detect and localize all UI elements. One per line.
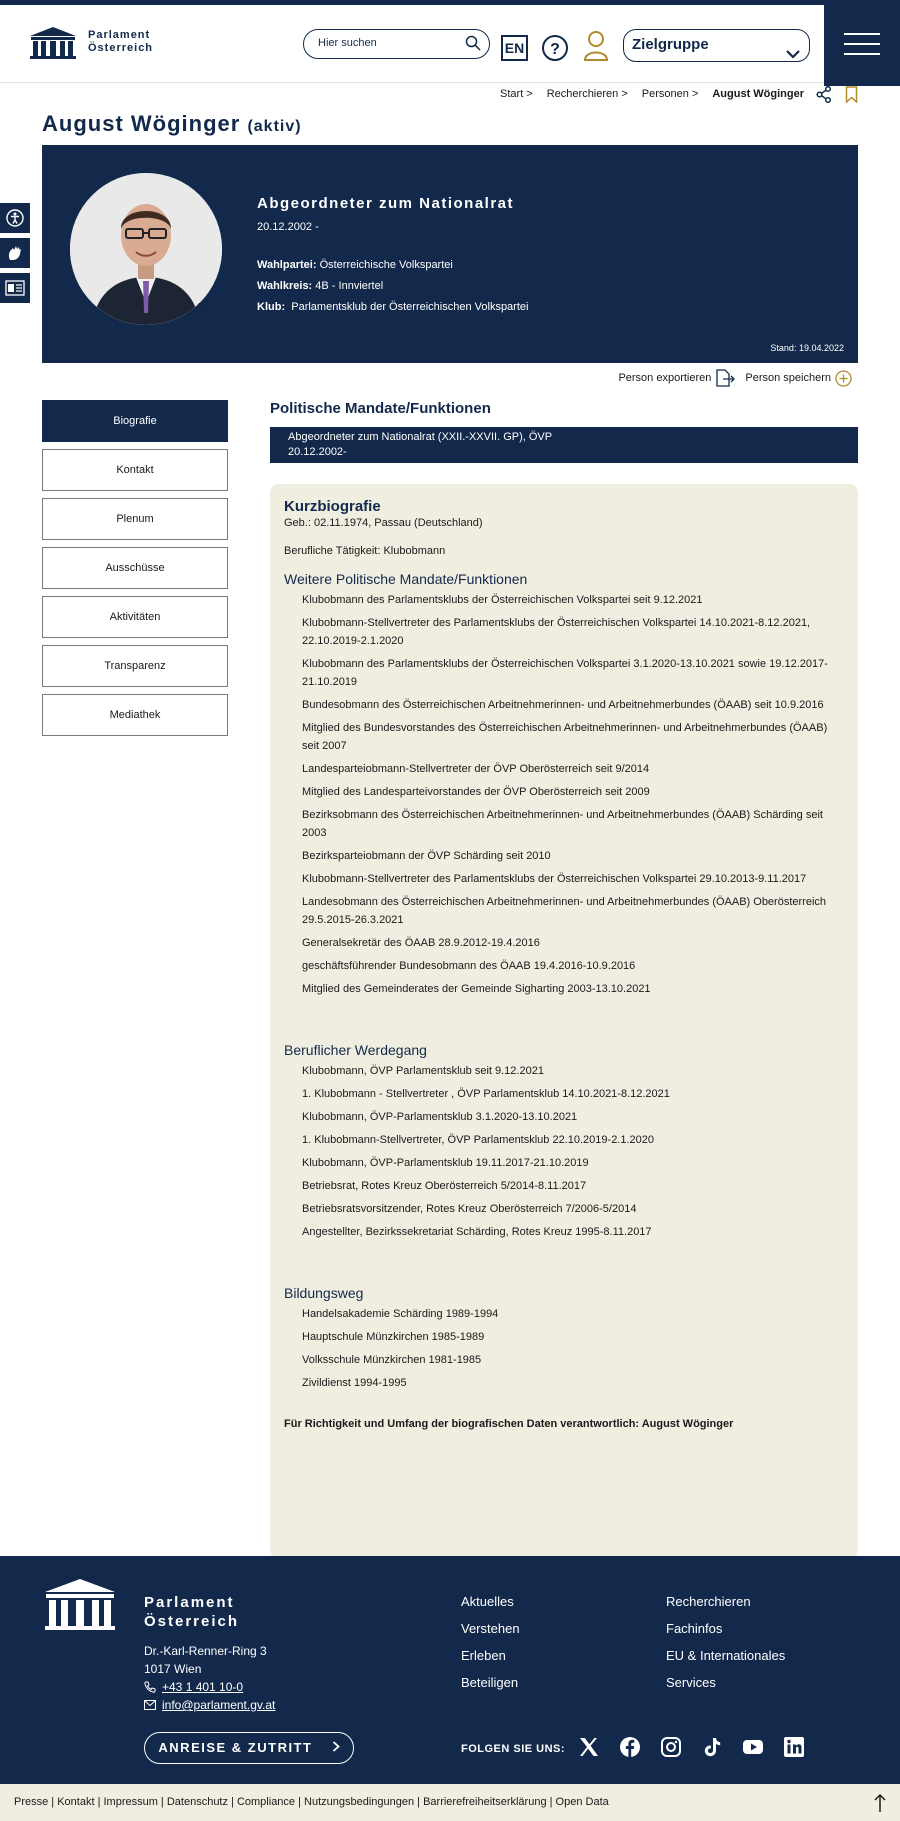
klub-label: Klub: xyxy=(257,301,286,313)
list-item: Bezirksobmann des Österreichischen Arbeitnehmerinnen- und Arbeitnehmerbundes (ÖAAB) Schärding seit 2003 xyxy=(302,809,823,839)
list-item: Klubobmann, ÖVP Parlamentsklub seit 9.12.2021 xyxy=(302,1065,544,1077)
bio-title: Kurzbiografie xyxy=(284,498,381,515)
accessibility-icon[interactable] xyxy=(0,203,30,233)
person-since: 20.12.2002 - xyxy=(257,221,319,233)
person-status: (aktiv) xyxy=(247,118,302,135)
breadcrumb-personen[interactable]: Personen > xyxy=(641,88,699,100)
person-banner xyxy=(42,145,858,363)
list-item: Bezirksparteiobmann der ÖVP Schärding seit 2010 xyxy=(302,850,551,862)
follow-us-label: FOLGEN SIE UNS: xyxy=(461,1743,566,1755)
spacer xyxy=(284,1246,844,1271)
phone-icon xyxy=(144,1681,156,1693)
save-person-button[interactable] xyxy=(745,370,852,387)
menu-button[interactable] xyxy=(824,5,900,86)
wahlkreis-value: 4B - Innviertel xyxy=(315,280,384,292)
wahlkreis-label: Wahlkreis: xyxy=(257,280,313,292)
breadcrumb-current: August Wöginger xyxy=(712,88,804,100)
education-title: Bildungsweg xyxy=(284,1285,364,1301)
sign-language-icon[interactable] xyxy=(0,238,30,268)
legal-links-bar xyxy=(0,1784,900,1821)
person-section-nav xyxy=(42,400,228,743)
address-city: 1017 Wien xyxy=(144,1662,202,1676)
mandates-title: Politische Mandate/Funktionen xyxy=(270,400,491,417)
footer-nav-col-2 xyxy=(666,1588,785,1696)
list-item: Angestellter, Bezirkssekretariat Schärding, Rotes Kreuz 1995-8.11.2017 xyxy=(302,1226,652,1238)
accessibility-toolbar xyxy=(0,203,30,308)
target-group-select[interactable] xyxy=(623,29,810,62)
chevron-down-icon xyxy=(786,40,800,70)
anreise-button[interactable] xyxy=(144,1732,354,1764)
breadcrumb-recherchieren[interactable]: Recherchieren > xyxy=(546,88,628,100)
scroll-to-top-icon[interactable] xyxy=(873,1793,887,1816)
hamburger-icon-line xyxy=(844,43,880,45)
search-box[interactable] xyxy=(303,29,490,59)
tab-biografie[interactable]: Biografie xyxy=(42,400,228,442)
parliament-logo[interactable] xyxy=(28,25,153,59)
footer-link-eu-internationales[interactable]: EU & Internationales xyxy=(666,1648,786,1663)
svg-text:?: ? xyxy=(550,41,560,58)
export-icon xyxy=(715,369,735,387)
tab-plenum[interactable]: Plenum xyxy=(42,498,228,540)
mail-icon xyxy=(144,1700,156,1710)
list-item: Generalsekretär des ÖAAB 28.9.2012-19.4.2016 xyxy=(302,937,540,949)
list-item: Handelsakademie Schärding 1989-1994 xyxy=(302,1308,499,1320)
footer-link-aktuelles[interactable]: Aktuelles xyxy=(461,1594,514,1609)
tab-transparenz[interactable]: Transparenz xyxy=(42,645,228,687)
target-group-label: Zielgruppe xyxy=(632,36,709,53)
mandate-line-2: 20.12.2002- xyxy=(288,446,347,458)
list-item: Betriebsratsvorsitzender, Rotes Kreuz Oberösterreich 7/2006-5/2014 xyxy=(302,1203,637,1215)
list-item: Klubobmann-Stellvertreter des Parlamentsklubs der Österreichischen Volkspartei 14.10.2021-8.12.2021, 22.10.2019-2.1.2020 xyxy=(302,617,811,647)
logo-line-1: Parlament xyxy=(88,29,151,41)
list-item: 1. Klubobmann - Stellvertreter , ÖVP Parlamentsklub 14.10.2021-8.12.2021 xyxy=(302,1088,670,1100)
tab-kontakt[interactable]: Kontakt xyxy=(42,449,228,491)
easy-language-icon[interactable] xyxy=(0,273,30,303)
tab-mediathek[interactable]: Mediathek xyxy=(42,694,228,736)
youtube-icon[interactable] xyxy=(742,1736,764,1758)
breadcrumb xyxy=(500,88,804,100)
footer-link-verstehen[interactable]: Verstehen xyxy=(461,1621,520,1636)
footer-link-fachinfos[interactable]: Fachinfos xyxy=(666,1621,723,1636)
list-item: Bundesobmann des Österreichischen Arbeitnehmerinnen- und Arbeitnehmerbundes (ÖAAB) seit 10.9.2016 xyxy=(302,699,824,711)
phone-link[interactable] xyxy=(144,1678,275,1696)
birth-info: Geb.: 02.11.1974, Passau (Deutschland) xyxy=(284,517,483,529)
footer-link-services[interactable]: Services xyxy=(666,1675,716,1690)
email-link[interactable] xyxy=(144,1696,275,1714)
footer-name-line-1: Parlament xyxy=(144,1594,235,1611)
further-mandates-list xyxy=(284,591,844,998)
add-circle-icon xyxy=(835,370,852,387)
short-biography-box xyxy=(270,484,858,1559)
legal-links[interactable]: Presse | Kontakt | Impressum | Datenschutz | Compliance | Nutzungsbedingungen | Barrierefreiheitserklärung | Open Data xyxy=(14,1796,609,1808)
anreise-label: ANREISE & ZUTRITT xyxy=(158,1740,313,1755)
parliament-building-icon xyxy=(28,25,78,59)
person-facts xyxy=(257,255,528,318)
list-item: Landesparteiobmann-Stellvertreter der ÖVP Oberösterreich seit 9/2014 xyxy=(302,763,650,775)
language-switch-button[interactable]: EN xyxy=(501,35,528,61)
spacer xyxy=(284,1003,844,1028)
help-icon[interactable] xyxy=(541,34,569,67)
x-twitter-icon[interactable] xyxy=(578,1736,600,1758)
list-item: Hauptschule Münzkirchen 1985-1989 xyxy=(302,1331,485,1343)
further-mandates-title: Weitere Politische Mandate/Funktionen xyxy=(284,571,528,587)
list-item: Klubobmann des Parlamentsklubs der Österreichischen Volkspartei seit 9.12.2021 xyxy=(302,594,703,606)
footer-parliament-logo[interactable] xyxy=(42,1576,118,1637)
list-item: Klubobmann, ÖVP-Parlamentsklub 19.11.2017-21.10.2019 xyxy=(302,1157,589,1169)
save-label: Person speichern xyxy=(745,372,831,384)
share-icon[interactable] xyxy=(816,86,832,108)
responsibility-note: Für Richtigkeit und Umfang der biografischen Daten verantwortlich: August Wöginger xyxy=(284,1418,734,1430)
klub-value: Parlamentsklub der Österreichischen Volkspartei xyxy=(291,301,529,313)
occupation-info: Berufliche Tätigkeit: Klubobmann xyxy=(284,545,446,557)
list-item: Mitglied des Gemeinderates der Gemeinde Sigharting 2003-13.10.2021 xyxy=(302,983,651,995)
user-account-icon[interactable] xyxy=(583,30,609,67)
footer-name-line-2: Österreich xyxy=(144,1613,240,1630)
tiktok-icon[interactable] xyxy=(701,1736,723,1758)
facebook-icon[interactable] xyxy=(619,1736,641,1758)
list-item: Zivildienst 1994-1995 xyxy=(302,1377,407,1389)
list-item: Betriebsrat, Rotes Kreuz Oberösterreich 5/2014-8.11.2017 xyxy=(302,1180,587,1192)
email-address: info@parlament.gv.at xyxy=(162,1698,276,1712)
wahlpartei-value: Österreichische Volkspartei xyxy=(319,259,453,271)
list-item: Klubobmann, ÖVP-Parlamentsklub 3.1.2020-13.10.2021 xyxy=(302,1111,578,1123)
logo-line-2: Österreich xyxy=(88,42,154,54)
tab-aktivitaeten[interactable]: Aktivitäten xyxy=(42,596,228,638)
footer-nav-col-1 xyxy=(461,1588,520,1696)
hamburger-icon-line xyxy=(844,53,880,55)
search-input[interactable] xyxy=(318,37,458,49)
list-item: Landesobmann des Österreichischen Arbeitnehmerinnen- und Arbeitnehmerbundes (ÖAAB) Oberösterreich 29.5.2015-26.3.2021 xyxy=(302,896,827,926)
list-item: Klubobmann des Parlamentsklubs der Österreichischen Volkspartei 3.1.2020-13.10.2021 sowie 19.12.2017-21.10.2019 xyxy=(302,658,828,688)
linkedin-icon[interactable] xyxy=(783,1736,805,1758)
mandate-entry xyxy=(270,427,858,463)
list-item: 1. Klubobmann-Stellvertreter, ÖVP Parlamentsklub 22.10.2019-2.1.2020 xyxy=(302,1134,655,1146)
social-links xyxy=(578,1736,805,1758)
footer-link-recherchieren[interactable]: Recherchieren xyxy=(666,1594,751,1609)
footer-link-beteiligen[interactable]: Beteiligen xyxy=(461,1675,519,1690)
chevron-right-icon xyxy=(332,1741,340,1752)
career-list xyxy=(284,1062,844,1241)
export-person-button[interactable] xyxy=(618,369,735,387)
person-actions xyxy=(618,369,852,387)
education-list xyxy=(284,1305,844,1392)
list-item: Mitglied des Bundesvorstandes des Österreichischen Arbeitnehmerinnen- und Arbeitnehmerbundes (ÖAAB) seit 2007 xyxy=(302,722,828,752)
wahlpartei-label: Wahlpartei: xyxy=(257,259,317,271)
person-name: August Wöginger xyxy=(42,111,241,136)
export-label: Person exportieren xyxy=(618,372,712,384)
zoom-icon[interactable] xyxy=(196,301,214,324)
list-item: Mitglied des Landesparteivorstandes der ÖVP Oberösterreich seit 2009 xyxy=(302,786,650,798)
mandate-line-1: Abgeordneter zum Nationalrat (XXII.-XXVII. GP), ÖVP xyxy=(288,431,553,443)
hamburger-icon xyxy=(844,33,880,35)
instagram-icon[interactable] xyxy=(660,1736,682,1758)
list-item: Klubobmann-Stellvertreter des Parlamentsklubs der Österreichischen Volkspartei 29.10.2013-9.11.2017 xyxy=(302,873,807,885)
bookmark-icon[interactable] xyxy=(845,86,858,108)
list-item: geschäftsführender Bundesobmann des ÖAAB 19.4.2016-10.9.2016 xyxy=(302,960,636,972)
person-role: Abgeordneter zum Nationalrat xyxy=(257,195,515,212)
page-title xyxy=(42,111,302,137)
list-item: Volksschule Münzkirchen 1981-1985 xyxy=(302,1354,482,1366)
breadcrumb-start[interactable]: Start > xyxy=(500,88,533,100)
site-header xyxy=(0,5,900,83)
footer-link-erleben[interactable]: Erleben xyxy=(461,1648,506,1663)
tab-ausschuesse[interactable]: Ausschüsse xyxy=(42,547,228,589)
career-title: Beruflicher Werdegang xyxy=(284,1042,427,1058)
biography-content xyxy=(270,400,858,1559)
stand-date: Stand: 19.04.2022 xyxy=(770,343,844,353)
phone-number: +43 1 401 10-0 xyxy=(162,1680,244,1694)
footer-address xyxy=(144,1642,275,1714)
address-street: Dr.-Karl-Renner-Ring 3 xyxy=(144,1644,267,1658)
footer-name xyxy=(144,1593,239,1631)
parliament-building-icon xyxy=(42,1576,118,1632)
site-footer xyxy=(0,1556,900,1784)
search-icon[interactable] xyxy=(465,35,481,56)
